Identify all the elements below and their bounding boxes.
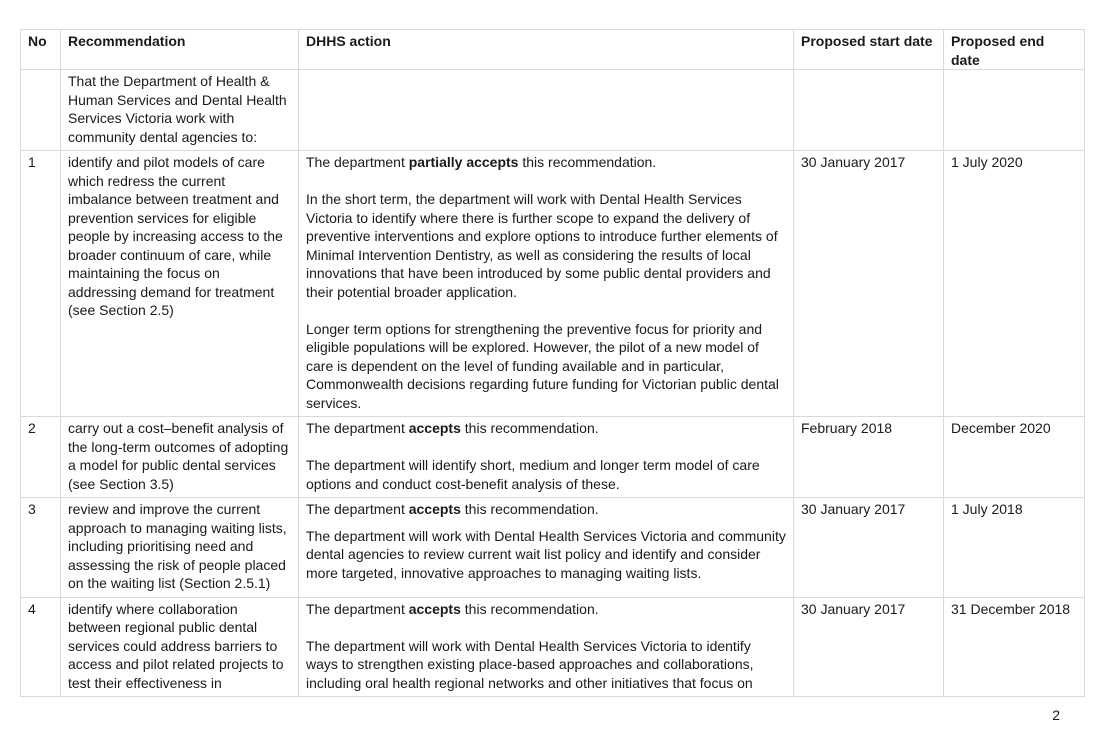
- action-paragraph: In the short term, the department will work with Dental Health Services Victoria to identify where there is further scope to expand the delivery of preventive interventions and explore options to introduce further elements of Minimal Intervention Dentistry, as well as considering the results of local innovations that have been introduced by some public dental providers and their potential broader application.: [306, 191, 778, 300]
- intro-start-cell: [794, 70, 944, 151]
- action-lead: The department accepts this recommendation.: [306, 420, 599, 436]
- header-no: No: [21, 30, 61, 70]
- header-proposed-start-date: Proposed start date: [794, 30, 944, 70]
- page-number: 2: [1052, 707, 1060, 723]
- row-number: 2: [21, 417, 61, 498]
- action-paragraph: The department will work with Dental Health Services Victoria and community dental agencies to review current wait list policy and identify and consider more targeted, innovative approaches to managing waiting lists.: [306, 527, 786, 581]
- intro-no-cell: [21, 70, 61, 151]
- recommendations-table: [20, 29, 1085, 697]
- row-number: 3: [21, 498, 61, 598]
- action-lead: The department partially accepts this recommendation.: [306, 154, 657, 170]
- table-row: [21, 498, 1085, 598]
- table-row: [21, 597, 1085, 697]
- row-dhhs-action: [299, 417, 794, 498]
- row-end-date: 1 July 2018: [944, 498, 1085, 598]
- row-start-date: 30 January 2017: [794, 498, 944, 598]
- action-lead: The department accepts this recommendation.: [306, 501, 599, 517]
- row-number: 4: [21, 597, 61, 697]
- intro-row: [21, 70, 1085, 151]
- action-decision: partially accepts: [408, 154, 519, 170]
- action-lead: The department accepts this recommendation.: [306, 600, 599, 617]
- row-recommendation: identify where collaboration between regional public dental services could address barriers to access and pilot related projects to test their effectiveness in: [61, 597, 299, 697]
- action-decision: accepts: [408, 420, 461, 436]
- header-proposed-end-date: Proposed end date: [944, 30, 1085, 70]
- intro-recommendation: That the Department of Health & Human Services and Dental Health Services Victoria work with community dental agencies to:: [61, 70, 299, 151]
- row-start-date: 30 January 2017: [794, 151, 944, 417]
- table-header-row: [21, 30, 1085, 70]
- intro-action-cell: [299, 70, 794, 151]
- row-end-date: 1 July 2020: [944, 151, 1085, 417]
- intro-end-cell: [944, 70, 1085, 151]
- table-row: [21, 417, 1085, 498]
- header-recommendation: Recommendation: [61, 30, 299, 70]
- action-paragraph: Longer term options for strengthening the preventive focus for priority and eligible populations will be explored. However, the pilot of a new model of care is dependent on the level of funding available and in particular, Commonwealth decisions regarding future funding for Victorian public dental services.: [306, 320, 779, 411]
- row-number: 1: [21, 151, 61, 417]
- row-dhhs-action: [299, 498, 794, 598]
- action-paragraph: The department will work with Dental Health Services Victoria to identify ways to strengthen existing place-based approaches and collaborations, including oral health regional networks and other initiatives that focus on: [306, 637, 754, 691]
- row-recommendation: carry out a cost–benefit analysis of the long-term outcomes of adopting a model for public dental services (see Section 3.5): [61, 417, 299, 498]
- header-dhhs-action: DHHS action: [299, 30, 794, 70]
- action-decision: accepts: [408, 600, 461, 617]
- row-end-date: 31 December 2018: [944, 597, 1085, 697]
- action-decision: accepts: [408, 501, 461, 517]
- row-start-date: February 2018: [794, 417, 944, 498]
- row-recommendation: identify and pilot models of care which redress the current imbalance between treatment and prevention services for eligible people by increasing access to the broader continuum of care, while maintaining the focus on addressing demand for treatment (see Section 2.5): [61, 151, 299, 417]
- row-dhhs-action: [299, 151, 794, 417]
- action-paragraph: The department will identify short, medium and longer term model of care options and conduct cost-benefit analysis of these.: [306, 457, 760, 492]
- row-recommendation: review and improve the current approach to managing waiting lists, including prioritising need and assessing the risk of people placed on the waiting list (Section 2.5.1): [61, 498, 299, 598]
- row-start-date: 30 January 2017: [794, 597, 944, 697]
- row-end-date: December 2020: [944, 417, 1085, 498]
- table-row: [21, 151, 1085, 417]
- row-dhhs-action: [299, 597, 794, 697]
